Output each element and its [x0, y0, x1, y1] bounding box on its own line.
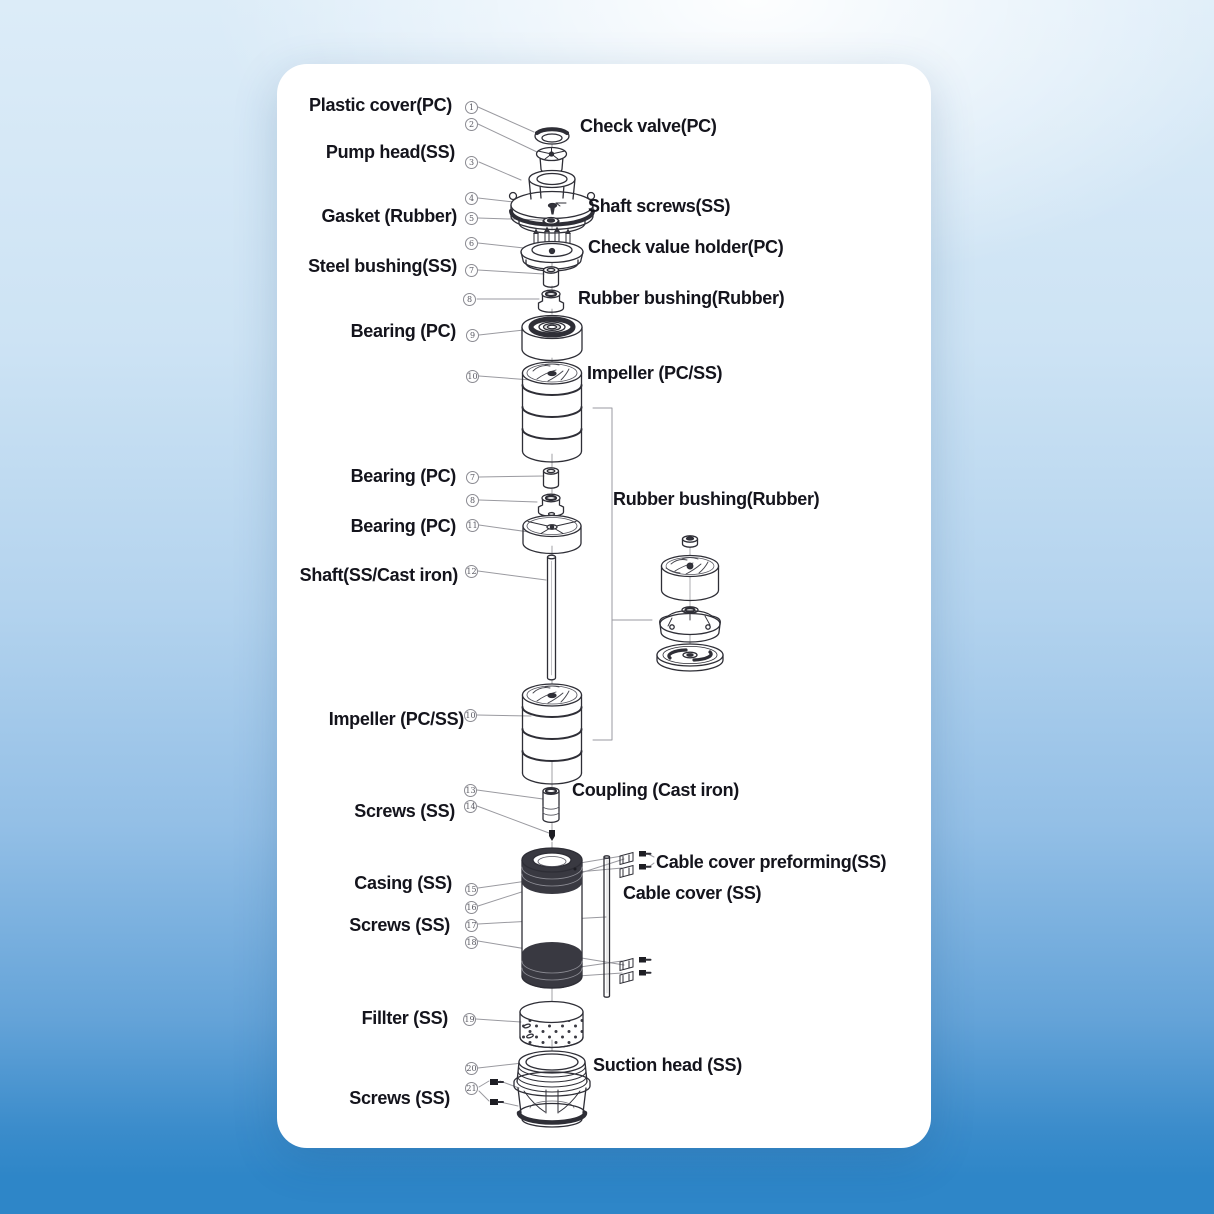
callout-7b: 7	[466, 471, 479, 484]
label-impeller-upper: Impeller (PC/SS)	[587, 363, 723, 383]
label-impeller-lower: Impeller (PC/SS)	[328, 709, 464, 729]
bearing-small-part	[544, 468, 559, 488]
callout-14: 14	[465, 802, 476, 811]
callout-10: 10	[467, 372, 478, 381]
cable-cover-preforming-part	[620, 851, 651, 984]
callout-17: 17	[466, 921, 477, 930]
label-screws-3: Screws (SS)	[349, 1088, 450, 1108]
label-filter: Fillter (SS)	[361, 1008, 448, 1028]
label-suction-head: Suction head (SS)	[593, 1055, 742, 1075]
callout-19: 19	[464, 1015, 475, 1024]
label-check-value-holder: Check value holder(PC)	[588, 237, 784, 257]
filter-part	[520, 1002, 583, 1048]
check-valve-part	[537, 148, 567, 174]
callout-3: 3	[465, 156, 478, 169]
label-check-valve: Check valve(PC)	[580, 116, 717, 136]
label-cable-cover-preforming: Cable cover preforming(SS)	[656, 852, 887, 872]
callout-8: 8	[463, 293, 476, 306]
callout-1: 1	[465, 101, 478, 114]
screws-part	[490, 1079, 503, 1105]
screw-part	[549, 830, 555, 841]
label-bearing-2: Bearing (PC)	[350, 466, 456, 486]
callout-11: 11	[467, 521, 478, 530]
label-plastic-cover: Plastic cover(PC)	[309, 95, 452, 115]
label-screws-1: Screws (SS)	[354, 801, 455, 821]
callout-12: 12	[466, 567, 477, 576]
callout-8b: 8	[466, 494, 479, 507]
casing-part	[522, 848, 582, 988]
callout-7: 7	[465, 264, 478, 277]
callout-4: 4	[465, 192, 478, 205]
label-rubber-bushing-top: Rubber bushing(Rubber)	[578, 288, 785, 308]
callout-10b: 10	[465, 711, 476, 720]
label-pump-head: Pump head(SS)	[325, 142, 455, 162]
rubber-bushing-part	[539, 290, 564, 312]
coupling-part	[543, 788, 559, 823]
label-gasket: Gasket (Rubber)	[321, 206, 457, 226]
impeller-part-upper	[523, 362, 582, 462]
label-screws-2: Screws (SS)	[349, 915, 450, 935]
suction-head-part	[514, 1051, 590, 1127]
callout-20: 20	[466, 1064, 477, 1073]
callout-16: 16	[466, 903, 477, 912]
cable-cover-part	[604, 856, 610, 997]
shaft-part	[548, 555, 556, 680]
callout-15: 15	[466, 885, 477, 894]
gasket-part	[544, 218, 559, 225]
callout-13: 13	[465, 786, 476, 795]
callout-18: 18	[466, 938, 477, 947]
plastic-cover-part	[535, 128, 569, 144]
label-casing: Casing (SS)	[354, 873, 452, 893]
label-bearing-1: Bearing (PC)	[350, 321, 456, 341]
label-shaft-screws: Shaft screws(SS)	[588, 196, 731, 216]
bearing-part	[522, 316, 582, 361]
callout-6: 6	[465, 237, 478, 250]
label-shaft: Shaft(SS/Cast iron)	[299, 565, 458, 585]
impeller-stage-detail	[657, 536, 723, 671]
label-coupling: Coupling (Cast iron)	[572, 780, 739, 800]
callout-21: 21	[466, 1084, 477, 1093]
callout-5: 5	[465, 212, 478, 225]
label-bearing-3: Bearing (PC)	[350, 516, 456, 536]
label-cable-cover: Cable cover (SS)	[623, 883, 762, 903]
steel-bushing-part	[544, 267, 559, 287]
label-steel-bushing: Steel bushing(SS)	[308, 256, 457, 276]
callout-9: 9	[466, 329, 479, 342]
callout-2: 2	[465, 118, 478, 131]
label-rubber-bushing-detail: Rubber bushing(Rubber)	[613, 489, 820, 509]
detail-bracket	[593, 408, 652, 740]
